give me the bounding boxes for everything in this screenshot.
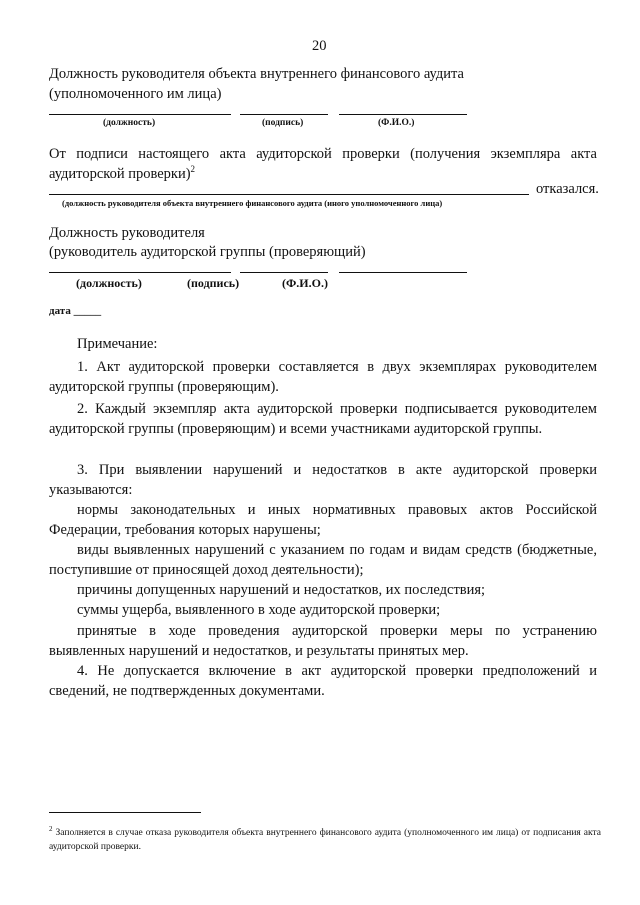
note-1: 1. Акт аудиторской проверки составляется в двух экземплярах руководителем аудиторской группы (проверяющим).	[49, 359, 597, 395]
block2-caption-position: (должность)	[76, 276, 142, 290]
block1-title-line1: Должность руководителя объекта внутреннего финансового аудита	[49, 66, 464, 82]
block1-caption-position: (должность)	[103, 118, 156, 128]
refusal-line2: аудиторской проверки)$^2$	[49, 164, 196, 182]
note-2: 2. Каждый экземпляр акта аудиторской проверки подписывается руководителем аудиторской группы (проверяющим) и всеми участниками аудиторской группы.	[49, 401, 597, 437]
note-3-item-measures: принятые в ходе проведения аудиторской проверки меры по устранению выявленных нарушений и недостатков, и результаты принятых мер.	[49, 623, 597, 659]
block2-title-line2: (руководитель аудиторской группы (проверяющий)	[49, 244, 366, 260]
block1-title-line2: (уполномоченного им лица)	[49, 86, 222, 102]
block2-title-line1: Должность руководителя	[49, 225, 205, 241]
date-label: дата _____	[49, 305, 102, 317]
refused-text: отказался.	[536, 181, 599, 197]
block2-caption-fio: (Ф.И.О.)	[282, 276, 328, 290]
note-3: 3. При выявлении нарушений и недостатков в акте аудиторской проверки указываются:	[49, 462, 597, 498]
block1-position-line	[49, 114, 231, 115]
block1-caption-signature: (подпись)	[262, 118, 304, 128]
notes-heading: Примечание:	[77, 336, 158, 352]
refusal-caption: (должность руководителя объекта внутреннего финансового аудита (иного уполномоченного лица)	[62, 198, 443, 208]
note-3-item-causes: причины допущенных нарушений и недостатков, их последствия;	[77, 582, 486, 598]
footnote-text: Заполняется в случае отказа руководителя объекта внутреннего финансового аудита (уполномоченного им лица) от подписания акта аудиторской проверки.	[49, 828, 601, 853]
block1-caption-fio: (Ф.И.О.)	[378, 118, 415, 128]
block2-signature-line	[240, 272, 328, 273]
block2-fio-line	[339, 272, 467, 273]
note-3-item-types: виды выявленных нарушений с указанием по годам и видам средств (бюджетные, поступившие от приносящей доход деятельности);	[49, 542, 597, 578]
note-3-item-norms: нормы законодательных и иных нормативных правовых актов Российской Федерации, требования которых нарушены;	[49, 502, 597, 538]
block1-signature-line	[240, 114, 328, 115]
note-4: 4. Не допускается включение в акт аудиторской проверки предположений и сведений, не подтвержденных документами.	[49, 663, 597, 699]
block2-position-line	[49, 272, 231, 273]
footnote	[49, 822, 601, 854]
block2-caption-signature: (подпись)	[187, 276, 240, 290]
footnote-mark: 2	[49, 825, 53, 833]
footnote-reference: 2	[190, 164, 196, 174]
refusal-position-line	[49, 194, 529, 195]
note-3-item-damage: суммы ущерба, выявленного в ходе аудиторской проверки;	[77, 602, 441, 618]
page-number: 20	[312, 38, 327, 54]
footnote-separator	[49, 812, 201, 813]
refusal-line1: От подписи настоящего акта аудиторской проверки (получения экземпляра акта	[49, 146, 597, 162]
block1-fio-line	[339, 114, 467, 115]
